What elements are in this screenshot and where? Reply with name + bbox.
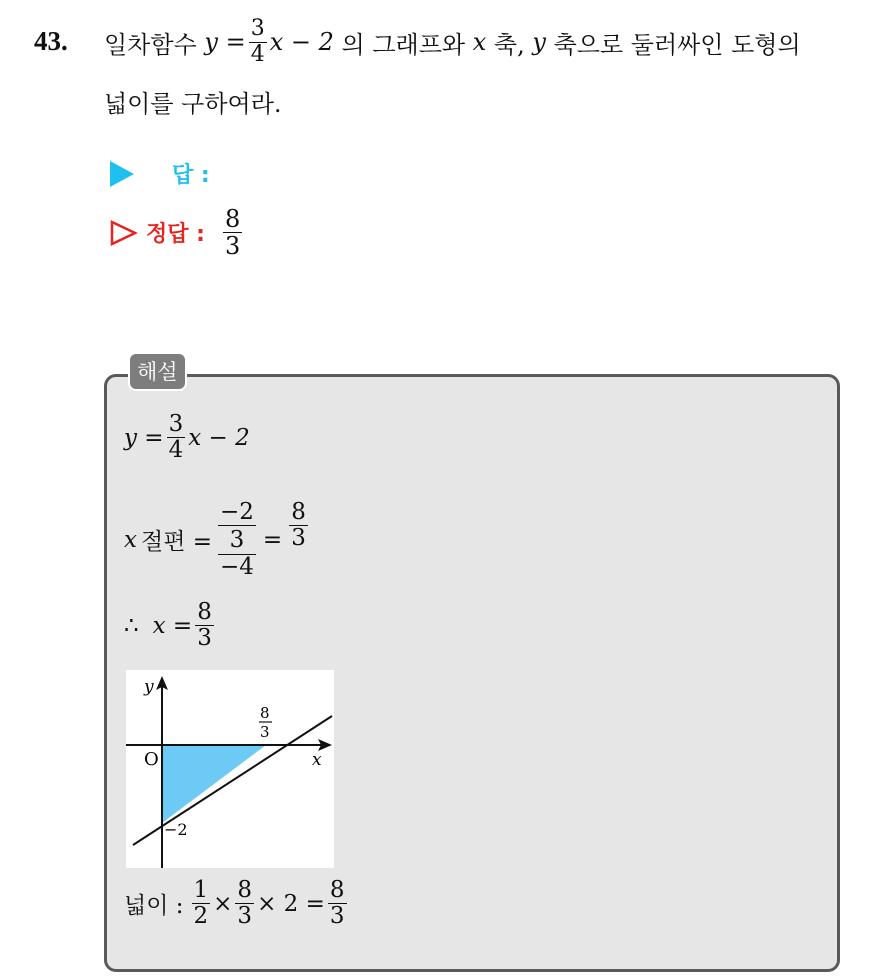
answer-label: 답 : [172, 163, 210, 188]
area-times-two: × 2 = [257, 890, 325, 917]
sol3-den: 3 [197, 625, 212, 652]
sol2-inner-fraction [218, 528, 256, 580]
sol1-rest: x − 2 [188, 424, 250, 451]
axis-y-text: 축으로 둘러싸인 도형의 [553, 30, 801, 59]
solution-line-3 [124, 600, 217, 652]
solution-line-1 [124, 412, 250, 464]
sol1-den: 4 [168, 437, 184, 464]
sol1-num: 3 [168, 411, 184, 437]
area-n3: 8 [329, 877, 345, 903]
sol2-inner-den: −4 [220, 553, 254, 580]
area-frac-3 [328, 878, 347, 930]
area-frac-1 [192, 878, 211, 930]
sol2-inner-num: 3 [229, 527, 245, 554]
question-prefix: 일차함수 [104, 30, 197, 59]
eq-lhs: y [204, 28, 218, 56]
sol3-num: 8 [197, 599, 212, 625]
question-number: 43. [34, 26, 68, 56]
sol2-res-num: 8 [291, 499, 306, 525]
sol2-complex-fraction [218, 500, 256, 580]
axis-x: x [472, 28, 487, 56]
solution-tag: 해설 [128, 352, 187, 391]
sol2-top: −2 [220, 499, 254, 525]
solution-line-area [124, 878, 350, 930]
key-answer-fraction [223, 206, 242, 260]
area-n1: 1 [193, 877, 209, 903]
solution-line-2 [124, 500, 311, 580]
x-axis-label: x [312, 750, 322, 770]
key-num: 8 [224, 205, 241, 233]
key-answer-row [110, 206, 245, 260]
answer-row [110, 158, 210, 189]
area-d1: 2 [193, 903, 209, 930]
y-intercept-label: −2 [164, 820, 188, 839]
sol2-word: 절편 = [140, 529, 213, 556]
coef-fraction [249, 17, 267, 66]
times-symbol: × [213, 890, 233, 917]
coef-den: 4 [250, 41, 265, 67]
fraction-bar [218, 525, 256, 526]
play-arrow-icon [110, 161, 134, 187]
area-triangle [162, 745, 266, 823]
key-den: 3 [224, 232, 241, 261]
area-d3: 3 [329, 903, 345, 930]
sol2-var: x [124, 526, 137, 553]
triangle-outline-icon [110, 219, 138, 247]
sol3-lhs: x = [152, 612, 193, 639]
y-axis-label: y [144, 677, 154, 697]
function-graph [126, 670, 334, 868]
question-mid: 의 그래프와 [341, 30, 466, 59]
sol2-res-den: 3 [291, 525, 306, 552]
sol1-fraction [167, 412, 186, 464]
sol1-lhs: y = [124, 424, 164, 451]
question-line-1 [104, 10, 801, 74]
axis-x-text: 축, [493, 30, 525, 59]
key-answer-label: 정답 : [146, 222, 205, 248]
x-intercept-den: 3 [260, 723, 270, 741]
area-d2: 3 [237, 903, 253, 930]
coef-num: 3 [250, 16, 265, 42]
x-intercept-num: 8 [260, 704, 270, 722]
therefore-symbol: ∴ [124, 612, 139, 639]
sol2-eq: = [262, 526, 283, 553]
origin-label: O [144, 749, 159, 770]
area-n2: 8 [237, 877, 253, 903]
area-frac-2 [235, 878, 254, 930]
eq-op: = [225, 28, 246, 56]
area-label: 넓이 : [124, 893, 184, 920]
question-line-2: 넓이를 구하여라. [104, 90, 282, 118]
sol2-result-fraction [289, 500, 308, 552]
sol3-fraction [195, 600, 214, 652]
eq-rest: x − 2 [269, 28, 334, 56]
axis-y: y [532, 28, 546, 56]
